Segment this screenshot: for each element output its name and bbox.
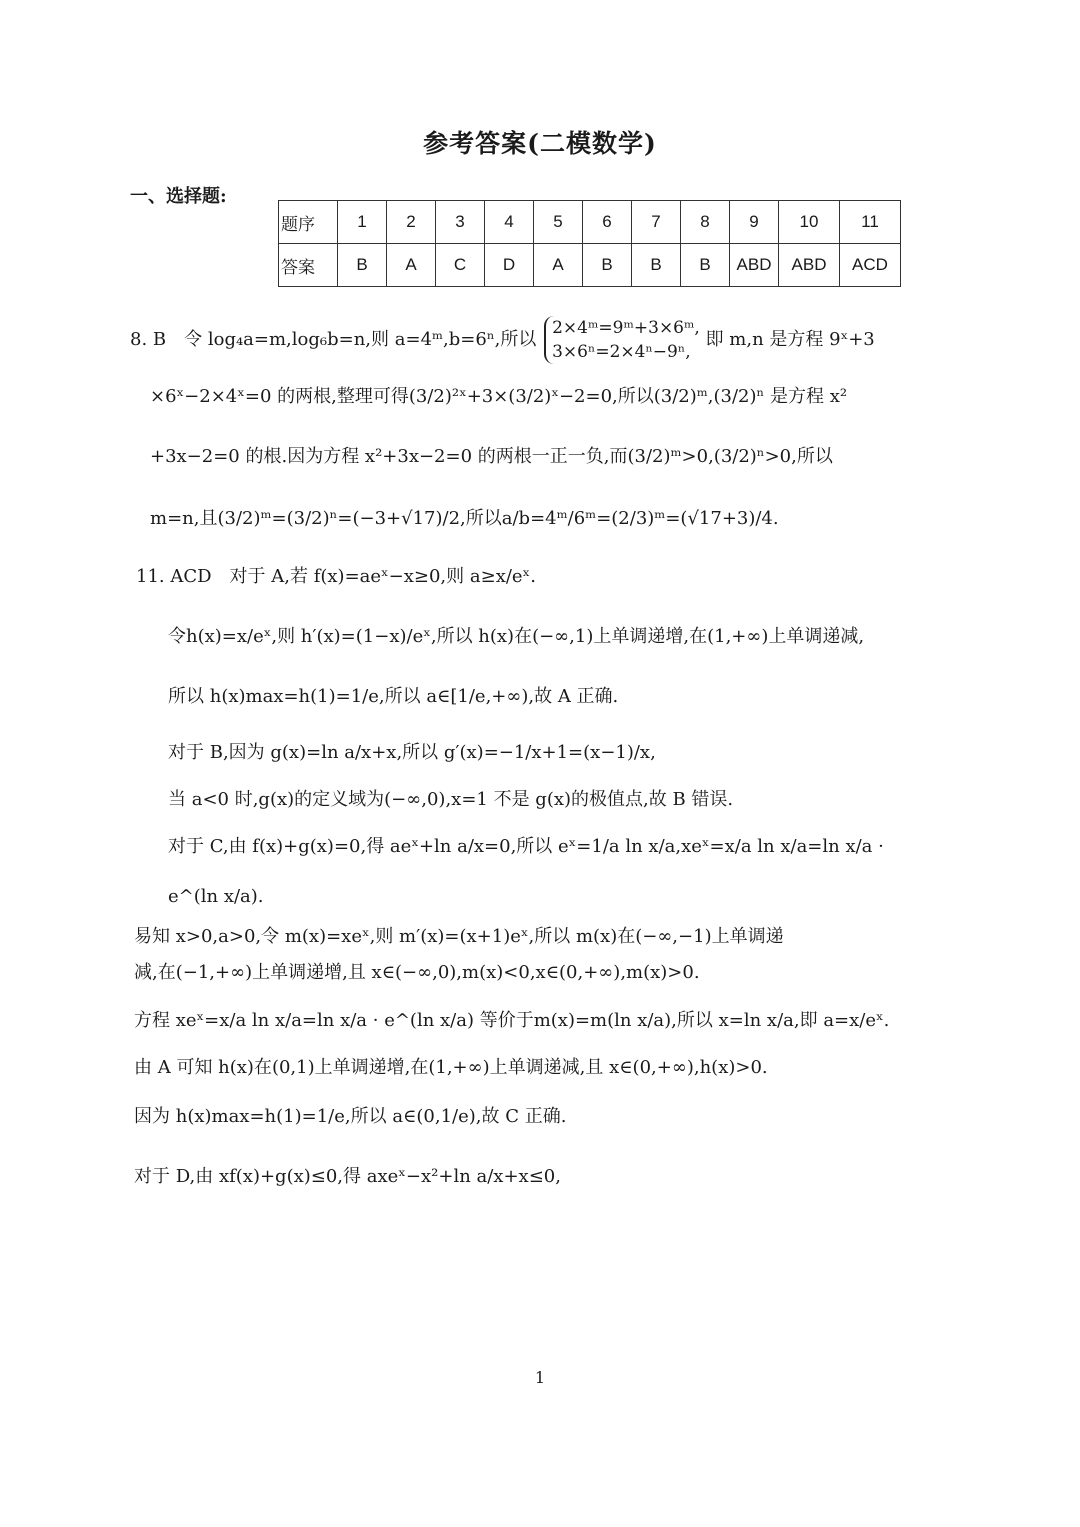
table-cell: 3 — [436, 201, 485, 244]
table-cell: C — [436, 244, 485, 287]
table-cell: D — [485, 244, 534, 287]
table-cell: B — [338, 244, 387, 287]
table-cell: 9 — [730, 201, 779, 244]
table-cell: 8 — [681, 201, 730, 244]
q8-line-1 — [130, 316, 875, 364]
table-cell: 10 — [779, 201, 840, 244]
table-cell: 5 — [534, 201, 583, 244]
q11-line-3: 所以 h(x)max=h(1)=1/e,所以 a∈[1/e,+∞),故 A 正确. — [168, 686, 619, 707]
q11-line-12: 因为 h(x)max=h(1)=1/e,所以 a∈(0,1/e),故 C 正确. — [134, 1106, 567, 1127]
table-header-cell: 题序 — [279, 201, 338, 244]
table-cell: 1 — [338, 201, 387, 244]
table-cell: ABD — [730, 244, 779, 287]
table-row — [279, 244, 901, 287]
system-eq-2: 3×6ⁿ=2×4ⁿ−9ⁿ, — [552, 342, 691, 362]
table-cell: 11 — [840, 201, 901, 244]
q11-line-10: 方程 xeˣ=x/a ln x/a=ln x/a · e^(ln x/a) 等价于m(x)=m(ln x/a),所以 x=ln x/a,即 a=x/eˣ. — [134, 1010, 890, 1031]
section-heading: 一、选择题: — [130, 186, 227, 207]
q11-line-13: 对于 D,由 xf(x)+g(x)≤0,得 axeˣ−x²+ln a/x+x≤0, — [134, 1166, 561, 1187]
table-cell: B — [681, 244, 730, 287]
q11-line-7: e^(ln x/a). — [168, 886, 264, 907]
q8-line-3: +3x−2=0 的根.因为方程 x²+3x−2=0 的两根一正一负,而(3/2)ᵐ>0,(3/2)ⁿ>0,所以 — [150, 446, 833, 467]
table-cell: A — [534, 244, 583, 287]
equation-system — [544, 316, 700, 364]
table-header-cell: 答案 — [279, 244, 338, 287]
table-cell: 4 — [485, 201, 534, 244]
q11-line-11: 由 A 可知 h(x)在(0,1)上单调递增,在(1,+∞)上单调递减,且 x∈(0,+∞),h(x)>0. — [134, 1057, 768, 1078]
q8-text-a: 8. B 令 log₄a=m,log₆b=n,则 a=4ᵐ,b=6ⁿ,所以 — [130, 329, 537, 350]
q8-line-4: m=n,且(3/2)ᵐ=(3/2)ⁿ=(−3+√17)/2,所以a/b=4ᵐ/6ᵐ=(2/3)ᵐ=(√17+3)/4. — [150, 508, 779, 529]
q11-line-4: 对于 B,因为 g(x)=ln a/x+x,所以 g′(x)=−1/x+1=(x−1)/x, — [168, 742, 656, 763]
q11-line-6: 对于 C,由 f(x)+g(x)=0,得 aeˣ+ln a/x=0,所以 eˣ=1/a ln x/a,xeˣ=x/a ln x/a=ln x/a · — [168, 836, 884, 857]
page-title: 参考答案(二模数学) — [423, 129, 657, 158]
table-cell: A — [387, 244, 436, 287]
q11-line-2: 令h(x)=x/eˣ,则 h′(x)=(1−x)/eˣ,所以 h(x)在(−∞,1)上单调递增,在(1,+∞)上单调递减, — [168, 626, 865, 647]
table-cell: B — [632, 244, 681, 287]
page-number: 1 — [534, 1368, 546, 1387]
table-cell: 7 — [632, 201, 681, 244]
q11-line-5: 当 a<0 时,g(x)的定义域为(−∞,0),x=1 不是 g(x)的极值点,故 B 错误. — [168, 789, 734, 810]
table-cell: ABD — [779, 244, 840, 287]
table-cell: 6 — [583, 201, 632, 244]
table-cell: ACD — [840, 244, 901, 287]
answer-table — [278, 200, 901, 287]
system-eq-1: 2×4ᵐ=9ᵐ+3×6ᵐ, — [552, 318, 700, 338]
q11-line-1: 11. ACD 对于 A,若 f(x)=aeˣ−x≥0,则 a≥x/eˣ. — [136, 566, 536, 587]
table-cell: B — [583, 244, 632, 287]
table-cell: 2 — [387, 201, 436, 244]
table-row — [279, 201, 901, 244]
q11-line-9: 减,在(−1,+∞)上单调递增,且 x∈(−∞,0),m(x)<0,x∈(0,+∞),m(x)>0. — [134, 962, 700, 983]
q11-line-8: 易知 x>0,a>0,令 m(x)=xeˣ,则 m′(x)=(x+1)eˣ,所以 m(x)在(−∞,−1)上单调递 — [134, 926, 784, 947]
q8-line-2: ×6ˣ−2×4ˣ=0 的两根,整理可得(3/2)²ˣ+3×(3/2)ˣ−2=0,所以(3/2)ᵐ,(3/2)ⁿ 是方程 x² — [150, 386, 848, 407]
q8-text-b: 即 m,n 是方程 9ˣ+3 — [705, 329, 875, 350]
